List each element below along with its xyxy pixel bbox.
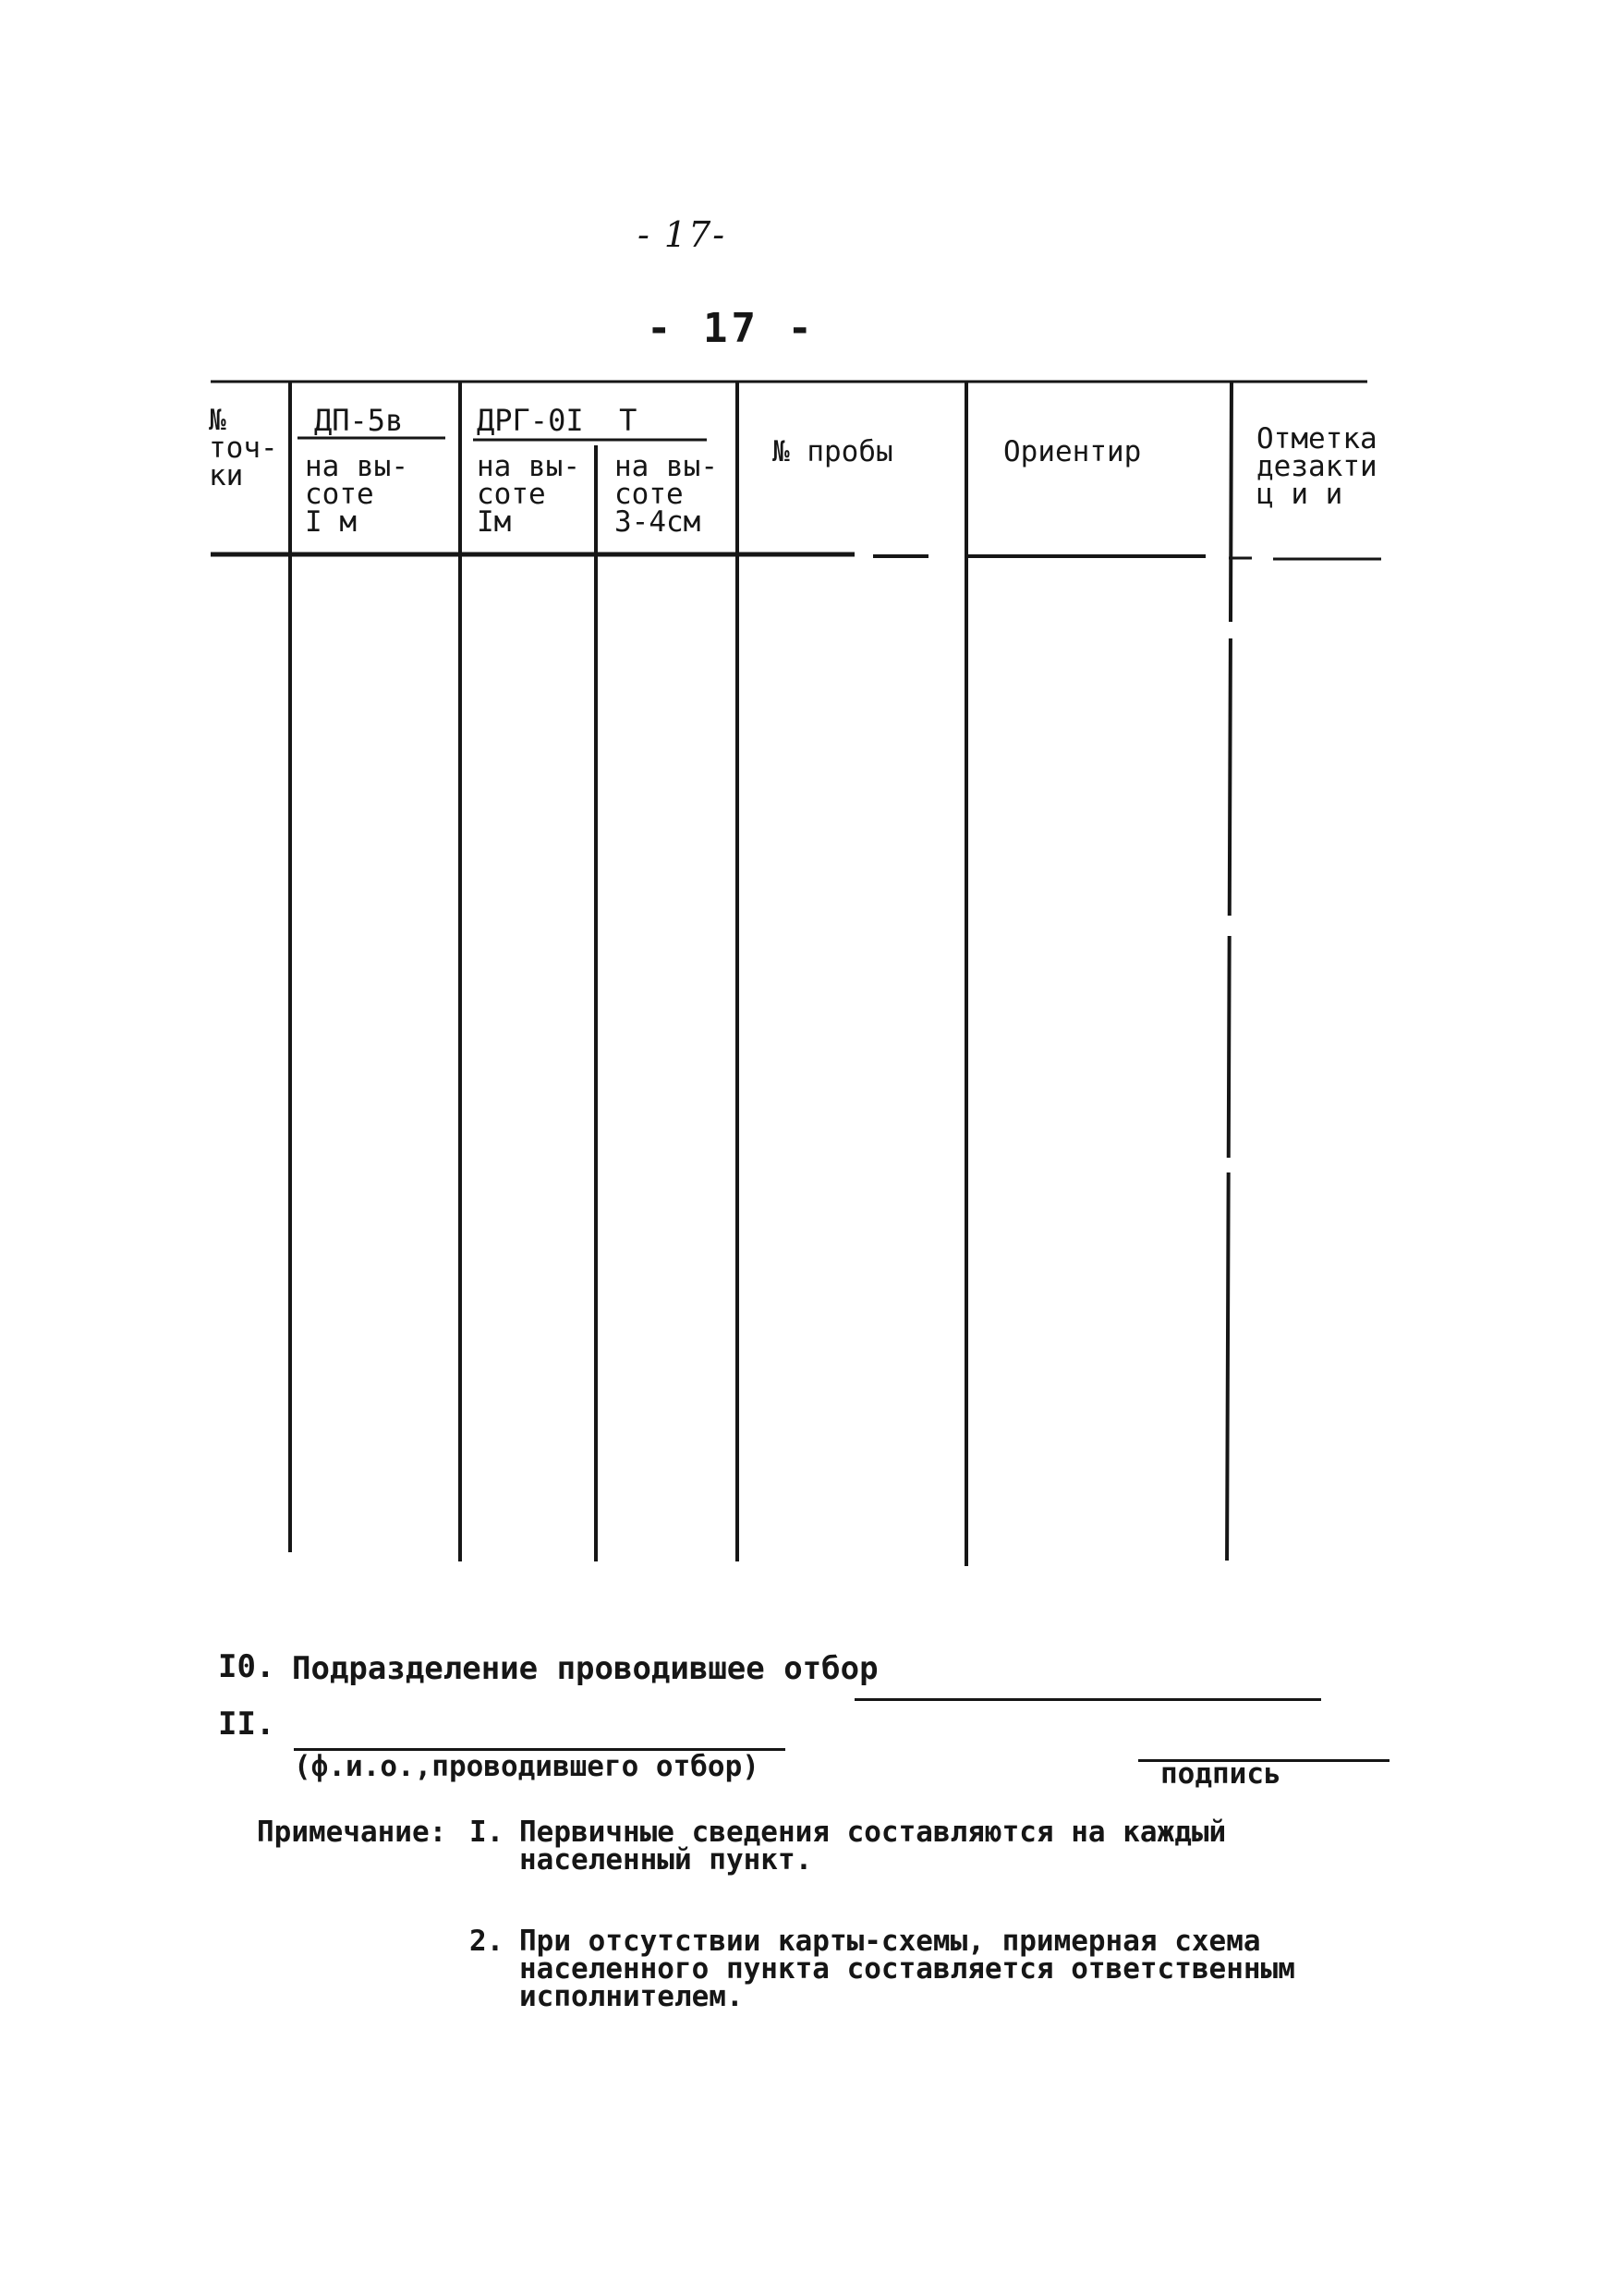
item10-fill-line[interactable] bbox=[855, 1698, 1321, 1701]
header-point-no: № точ- ки bbox=[209, 404, 278, 492]
header-dp5v-title: ДП-5в bbox=[314, 403, 404, 438]
header-drg-sub1: на вы- соте Iм bbox=[477, 450, 580, 539]
header-sample-no: № пробы bbox=[772, 435, 893, 468]
note-1-text: Первичные сведения составляются на каждый населенный пункт. bbox=[519, 1816, 1227, 1877]
signature-caption: подпись bbox=[1160, 1757, 1281, 1791]
note-label: Примечание: bbox=[257, 1816, 447, 1849]
header-landmark: Ориентир bbox=[1003, 435, 1142, 468]
item10-number: I0. bbox=[218, 1648, 275, 1685]
header-drg-sub2: на вы- соте 3-4см bbox=[614, 450, 718, 539]
header-dp5v-sub: на вы- соте I м bbox=[305, 450, 408, 539]
item11-number: II. bbox=[218, 1706, 275, 1743]
note-2-text: При отсутствии карты-схемы, примерная схема населенного пункта составляется ответственным исполнителем. bbox=[519, 1925, 1295, 2013]
item10-label: Подразделение проводившее отбор bbox=[292, 1650, 879, 1687]
col-line-6 bbox=[1227, 382, 1232, 1575]
note-2-number: 2. bbox=[469, 1925, 504, 1958]
header-drg-title: ДРГ-0I Т bbox=[477, 403, 637, 438]
note-1-number: I. bbox=[469, 1816, 504, 1849]
item11-caption: (ф.и.о.,проводившего отбор) bbox=[294, 1750, 759, 1783]
page-number: - 17 - bbox=[647, 305, 816, 352]
header-decontamination: Отметка дезакти ц и и bbox=[1256, 422, 1377, 511]
page-number-handwritten: - 17- bbox=[637, 214, 727, 255]
